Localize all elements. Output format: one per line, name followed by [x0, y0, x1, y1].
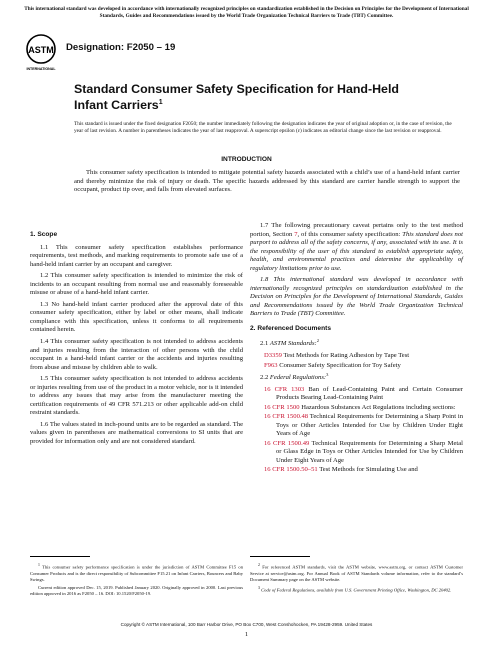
ref-cfr-1500-49-link[interactable]: 16 CFR 1500.49 — [264, 439, 310, 447]
para-1-5: 1.5 This consumer safety specification is not intended to address accidents or injuries resulting from use of the product in a motor vehicle, nor is it intended to address any issues that may arise from the manufacturer meeting the certification requirements of 49 CFR 571.213 or other applicable add-on child restraint standards. — [30, 375, 243, 417]
footnotes-2-3 — [250, 562, 463, 595]
footnote-1-a: $^1$ This consumer safety performance specification is under the jurisdiction of ASTM Committee F15 on Consumer Products and is the direct responsibility of Subcommittee F15.21 on Infant Carriers, Bouncers and Baby Swings. — [30, 563, 244, 582]
para-1-1: 1.1 This consumer safety specification establishes performance requirements, test methods, and marking requirements to promote safe use of a hand-held infant carrier by an occupant and caregiver. — [30, 243, 243, 268]
para-1-8: 1.8 This international standard was developed in accordance with internationally recognized principles on standardization established in the Decision on Principles for the Development of International Standards, Guides and Recommendations issued by the World Trade Organization Technical Barriers to Trade (TBT) Committee. — [250, 276, 463, 318]
footnote-3: $^3$ Code of Federal Regulations, available from U.S. Government Printing Office, Washington, DC 20402. — [258, 585, 452, 593]
astm-logo — [25, 32, 57, 72]
copyright-line: Copyright © ASTM International, 100 Barr Harbor Drive, PO Box C700, West Conshohocken, PA 19428-2959. United States — [120, 622, 373, 627]
para-1-4: 1.4 This consumer safety specification is not intended to address accidents and injuries resulting from the interaction of other persons with the child occupant in a hand-held infant carrier or the accidents and injuries resulting from abuse and misuse by children able to walk. — [30, 338, 243, 371]
issuance-note: This standard is issued under the fixed designation F2050; the number immediately following the designation indicates the year of original adoption or, in the case of revision, the year of last revision. A number in parentheses indicates the year of last reapproval. A superscript epsilon (ε) indicates an editorial change since the last revision or reapproval. — [74, 121, 452, 134]
title-footnote-mark: 1 — [158, 99, 163, 106]
ref-cfr-1500-49: 16 CFR 1500.49 Technical Requirements for Determining a Sharp Metal or Glass Edge in Toys or Other Articles Intended for Use by Children Under Eight Years of Age — [264, 439, 463, 464]
page-number: 1 — [244, 631, 249, 638]
ref-cfr-1500-link[interactable]: 16 CFR 1500 — [264, 403, 300, 411]
ref-cfr-1500-48: 16 CFR 1500.48 Technical Requirements for Determining a Sharp Point in Toys or Other Articles Intended for Use by Children Under Eight Years of Age — [264, 413, 463, 438]
svg-text:ASTM: ASTM — [28, 45, 54, 55]
intro-text: This consumer safety specification is intended to mitigate potential safety hazards associated with a child’s use of a hand-held infant carrier and thereby minimize the risk of injury or death. The specific hazards addressed by this standard are carrier handle strength to support the occupant, product tip over, and falls from elevated surfaces. — [74, 169, 460, 194]
ref-f963: F963 Consumer Safety Specification for Toy Safety — [264, 361, 401, 369]
para-1-2: 1.2 This consumer safety specification is intended to minimize the risk of incidents to an occupant resulting from normal use and reasonably foreseeable misuse or abuse of a hand-held infant carrier. — [30, 272, 243, 297]
footnote-1-b: Current edition approved Dec. 15, 2019. Published January 2020. Originally approved in 2000. Last previous edition approved in 2016 as F2050 – 16. DOI: 10.1520/F2050-19. — [30, 584, 243, 596]
astm-standards-label: 2.1 ASTM Standards:$^2$ — [260, 338, 319, 348]
ref-cfr-1500-48-link[interactable]: 16 CFR 1500.48 — [264, 413, 309, 421]
refs-heading: 2. Referenced Documents — [250, 324, 331, 332]
section-7-link[interactable]: 7 — [294, 230, 298, 238]
standard-notice: This international standard was developed in accordance with internationally recognized principles on standardization established in the Decision on Principles for the Development of International Standards, Guides and Recommendations issued by the World Trade Organization Technical Barriers to Trade (TBT) Committee. — [24, 6, 469, 19]
ref-cfr-1500: 16 CFR 1500 Hazardous Substances Act Regulations including sections: — [264, 403, 456, 411]
designation: Designation: F2050 – 19 — [66, 42, 176, 53]
ref-f963-link[interactable]: F963 — [264, 361, 278, 369]
svg-text:INTERNATIONAL: INTERNATIONAL — [26, 67, 56, 71]
ref-cfr-1303: 16 CFR 1303 Ban of Lead-Containing Paint and Certain Consumer Products Bearing Lead-Containing Paint — [264, 385, 463, 402]
footnote-rule-left — [30, 556, 90, 557]
ref-cfr-1500-50: 16 CFR 1500.50–51 Test Methods for Simulating Use and — [264, 466, 418, 474]
right-column — [250, 222, 463, 476]
footnote-2: $^2$ For referenced ASTM standards, visit the ASTM website, www.astm.org, or contact ASTM Customer Service at service@astm.org. For Annual Book of ASTM Standards volume information, refer to the standard’s Document Summary page on the ASTM website. — [250, 563, 463, 582]
intro-heading: INTRODUCTION — [221, 156, 272, 163]
title-text: Standard Consumer Safety Specification for Hand-Held Infant Carriers — [74, 82, 399, 113]
para-1-3: 1.3 No hand-held infant carrier produced after the approval date of this consumer safety specification, either by label or other means, shall indicate compliance with this specification, unless it conforms to all requirements contained herein. — [30, 300, 243, 334]
ref-d3359: D3359 Test Methods for Rating Adhesion by Tape Test — [264, 352, 410, 360]
left-column — [30, 225, 243, 450]
footnote-rule-right — [250, 556, 310, 557]
ref-cfr-1500-50-link[interactable]: 16 CFR 1500.50–51 — [264, 466, 318, 474]
footnote-1 — [30, 562, 243, 599]
ref-cfr-1303-link[interactable]: 16 CFR 1303 — [264, 385, 305, 393]
ref-d3359-link[interactable]: D3359 — [264, 352, 282, 360]
page-title — [74, 82, 434, 112]
para-1-7: 1.7 The following precautionary caveat pertains only to the test method portion, Section 7, of this consumer safety specification: This standard does not purport to address all of the safety concerns, if any, associated with its use. It is the responsibility of the user of this standard to establish appropriate safety, health, and environmental practices and determine the applicability of regulatory limitations prior to use. — [250, 222, 463, 272]
federal-regulations-label: 2.2 Federal Regulations:$^3$ — [260, 372, 329, 382]
scope-heading: 1. Scope — [30, 231, 58, 238]
para-1-6: 1.6 The values stated in inch-pound units are to be regarded as standard. The values given in parentheses are mathematical conversions to SI units that are provided for information only and are not considered standard. — [30, 420, 243, 445]
